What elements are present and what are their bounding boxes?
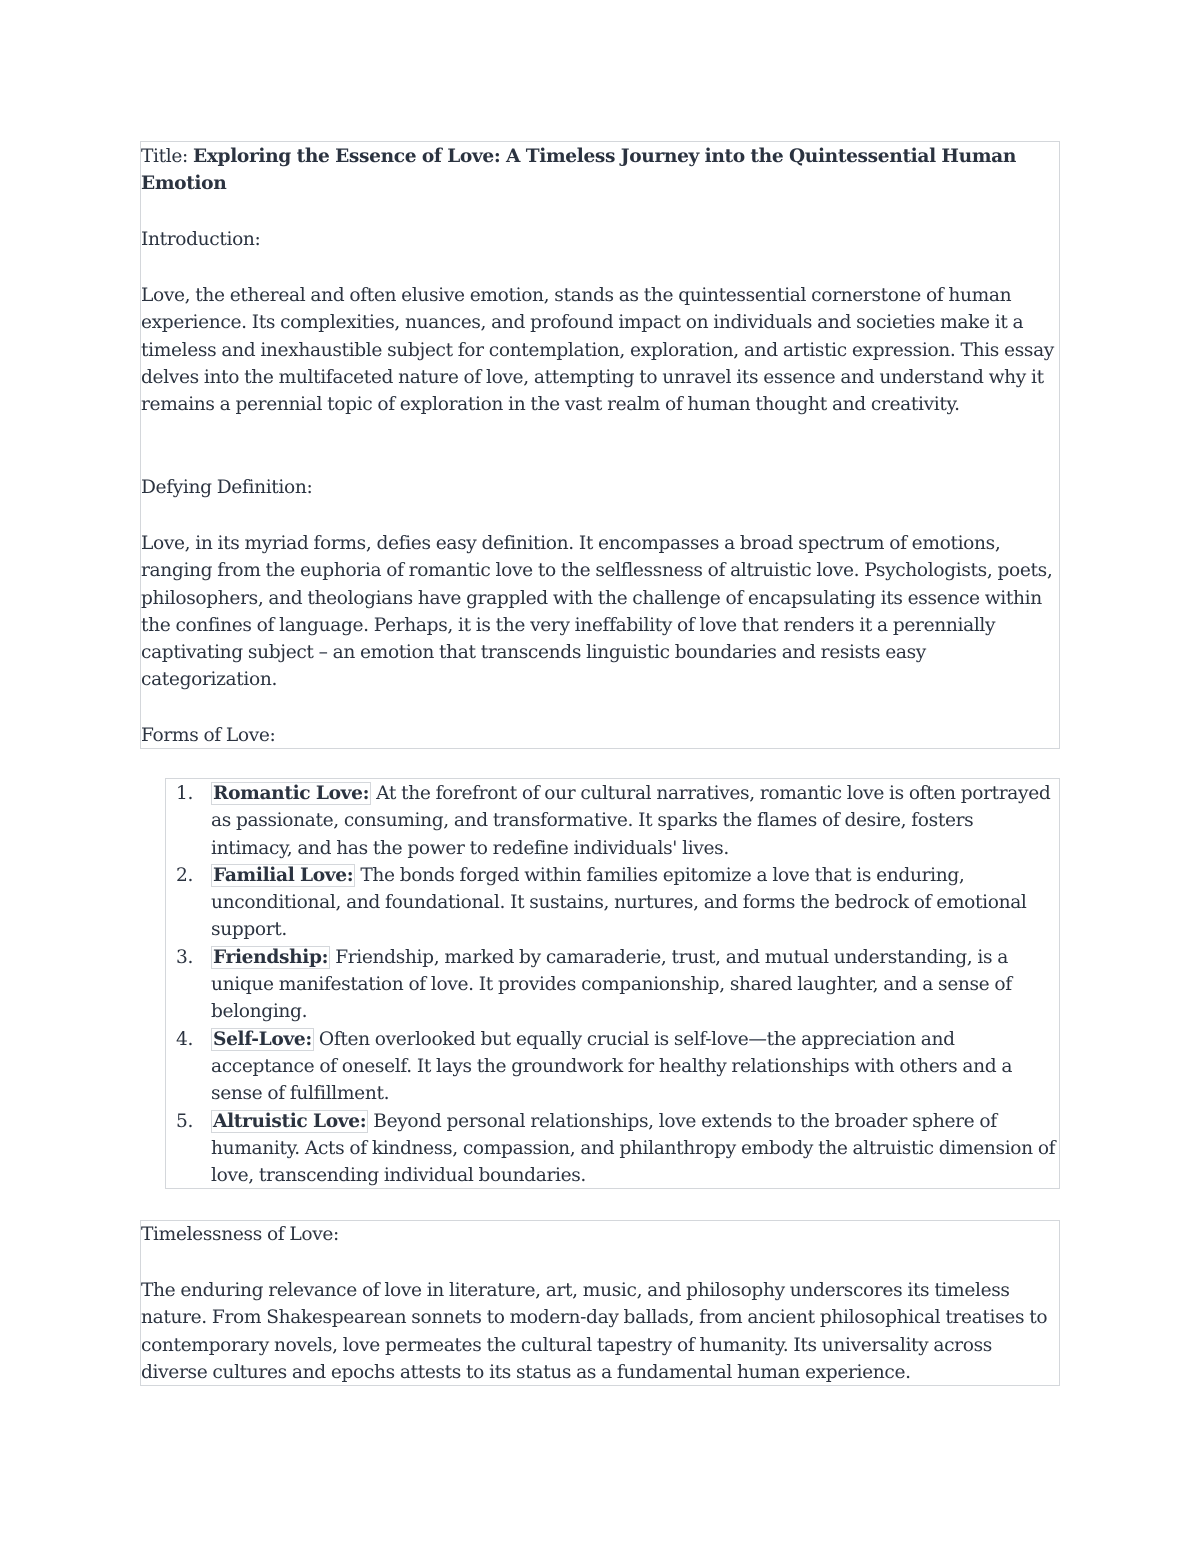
introduction-heading: Introduction: [141,229,261,250]
list-item-text: At the forefront of our cultural narratives, romantic love is often portrayed as passionate, consuming, and transformative. It sparks the flames of desire, fosters intimacy, and has the power to redefine individuals' lives. [211,783,1051,859]
list-item [166,780,1059,862]
title-label: Title: [141,146,193,167]
list-item-text: The bonds forged within families epitomize a love that is enduring, unconditional, and foundational. It sustains, nurtures, and forms the bedrock of emotional support. [211,864,1027,941]
list-item-text: Often overlooked but equally crucial is self-love—the appreciation and acceptance of oneself. It lays the groundwork for healthy relationships with others and a sense of fulfillment. [211,1028,1013,1105]
list-item-number: 4. [176,1028,194,1050]
list-item-term: Friendship: [213,946,329,968]
list-item [166,862,1059,944]
defying-definition-heading: Defying Definition: [141,477,313,498]
timelessness-heading: Timelessness of Love: [141,1224,339,1245]
document-title [141,143,1059,198]
list-item-number: 1. [176,783,194,804]
list-item-text: Friendship, marked by camaraderie, trust, and mutual understanding, is a unique manifestation of love. It provides companionship, shared laughter, and a sense of belonging. [211,946,1012,1023]
list-item [166,944,1059,1026]
list-item-term: Altruistic Love: [213,1110,367,1132]
list-item-number: 5. [176,1110,194,1132]
title-text: Exploring the Essence of Love: A Timeless Journey into the Quintessential Human Emotion [141,146,1017,195]
list-item [166,1026,1059,1108]
forms-of-love-heading: Forms of Love: [141,725,276,746]
list-item-term: Romantic Love: [213,783,370,804]
list-item [166,1108,1059,1190]
forms-of-love-list [166,780,1059,1189]
defying-definition-paragraph: Love, in its myriad forms, defies easy definition. It encompasses a broad spectrum of emotions, ranging from the euphoria of romantic love to the selflessness of altruistic love. Psychologists, poets, philosophers, and theologians have grappled with the challenge of encapsulating its essence within the confines of language. Perhaps, it is the very ineffability of love that renders it a perennially captivating subject – an emotion that transcends linguistic boundaries and resists easy categorization. [141,533,1053,691]
introduction-paragraph: Love, the ethereal and often elusive emotion, stands as the quintessential cornerstone of human experience. Its complexities, nuances, and profound impact on individuals and societies make it a timeless and inexhaustible subject for contemplation, exploration, and artistic expression. This essay delves into the multifaceted nature of love, attempting to unravel its essence and understand why it remains a perennial topic of exploration in the vast realm of human thought and creativity. [141,285,1054,416]
timelessness-paragraph: The enduring relevance of love in literature, art, music, and philosophy underscores its timeless nature. From Shakespearean sonnets to modern-day ballads, from ancient philosophical treatises to contemporary novels, love permeates the cultural tapestry of humanity. Its universality across diverse cultures and epochs attests to its status as a fundamental human experience. [141,1280,1048,1383]
list-item-number: 2. [176,864,194,886]
list-item-text: Beyond personal relationships, love extends to the broader sphere of humanity. Acts of kindness, compassion, and philanthropy embody the altruistic dimension of love, transcending individual boundaries. [211,1110,1056,1187]
list-item-term: Self-Love: [213,1028,312,1050]
list-item-term: Familial Love: [213,864,354,886]
list-item-number: 3. [176,946,194,968]
